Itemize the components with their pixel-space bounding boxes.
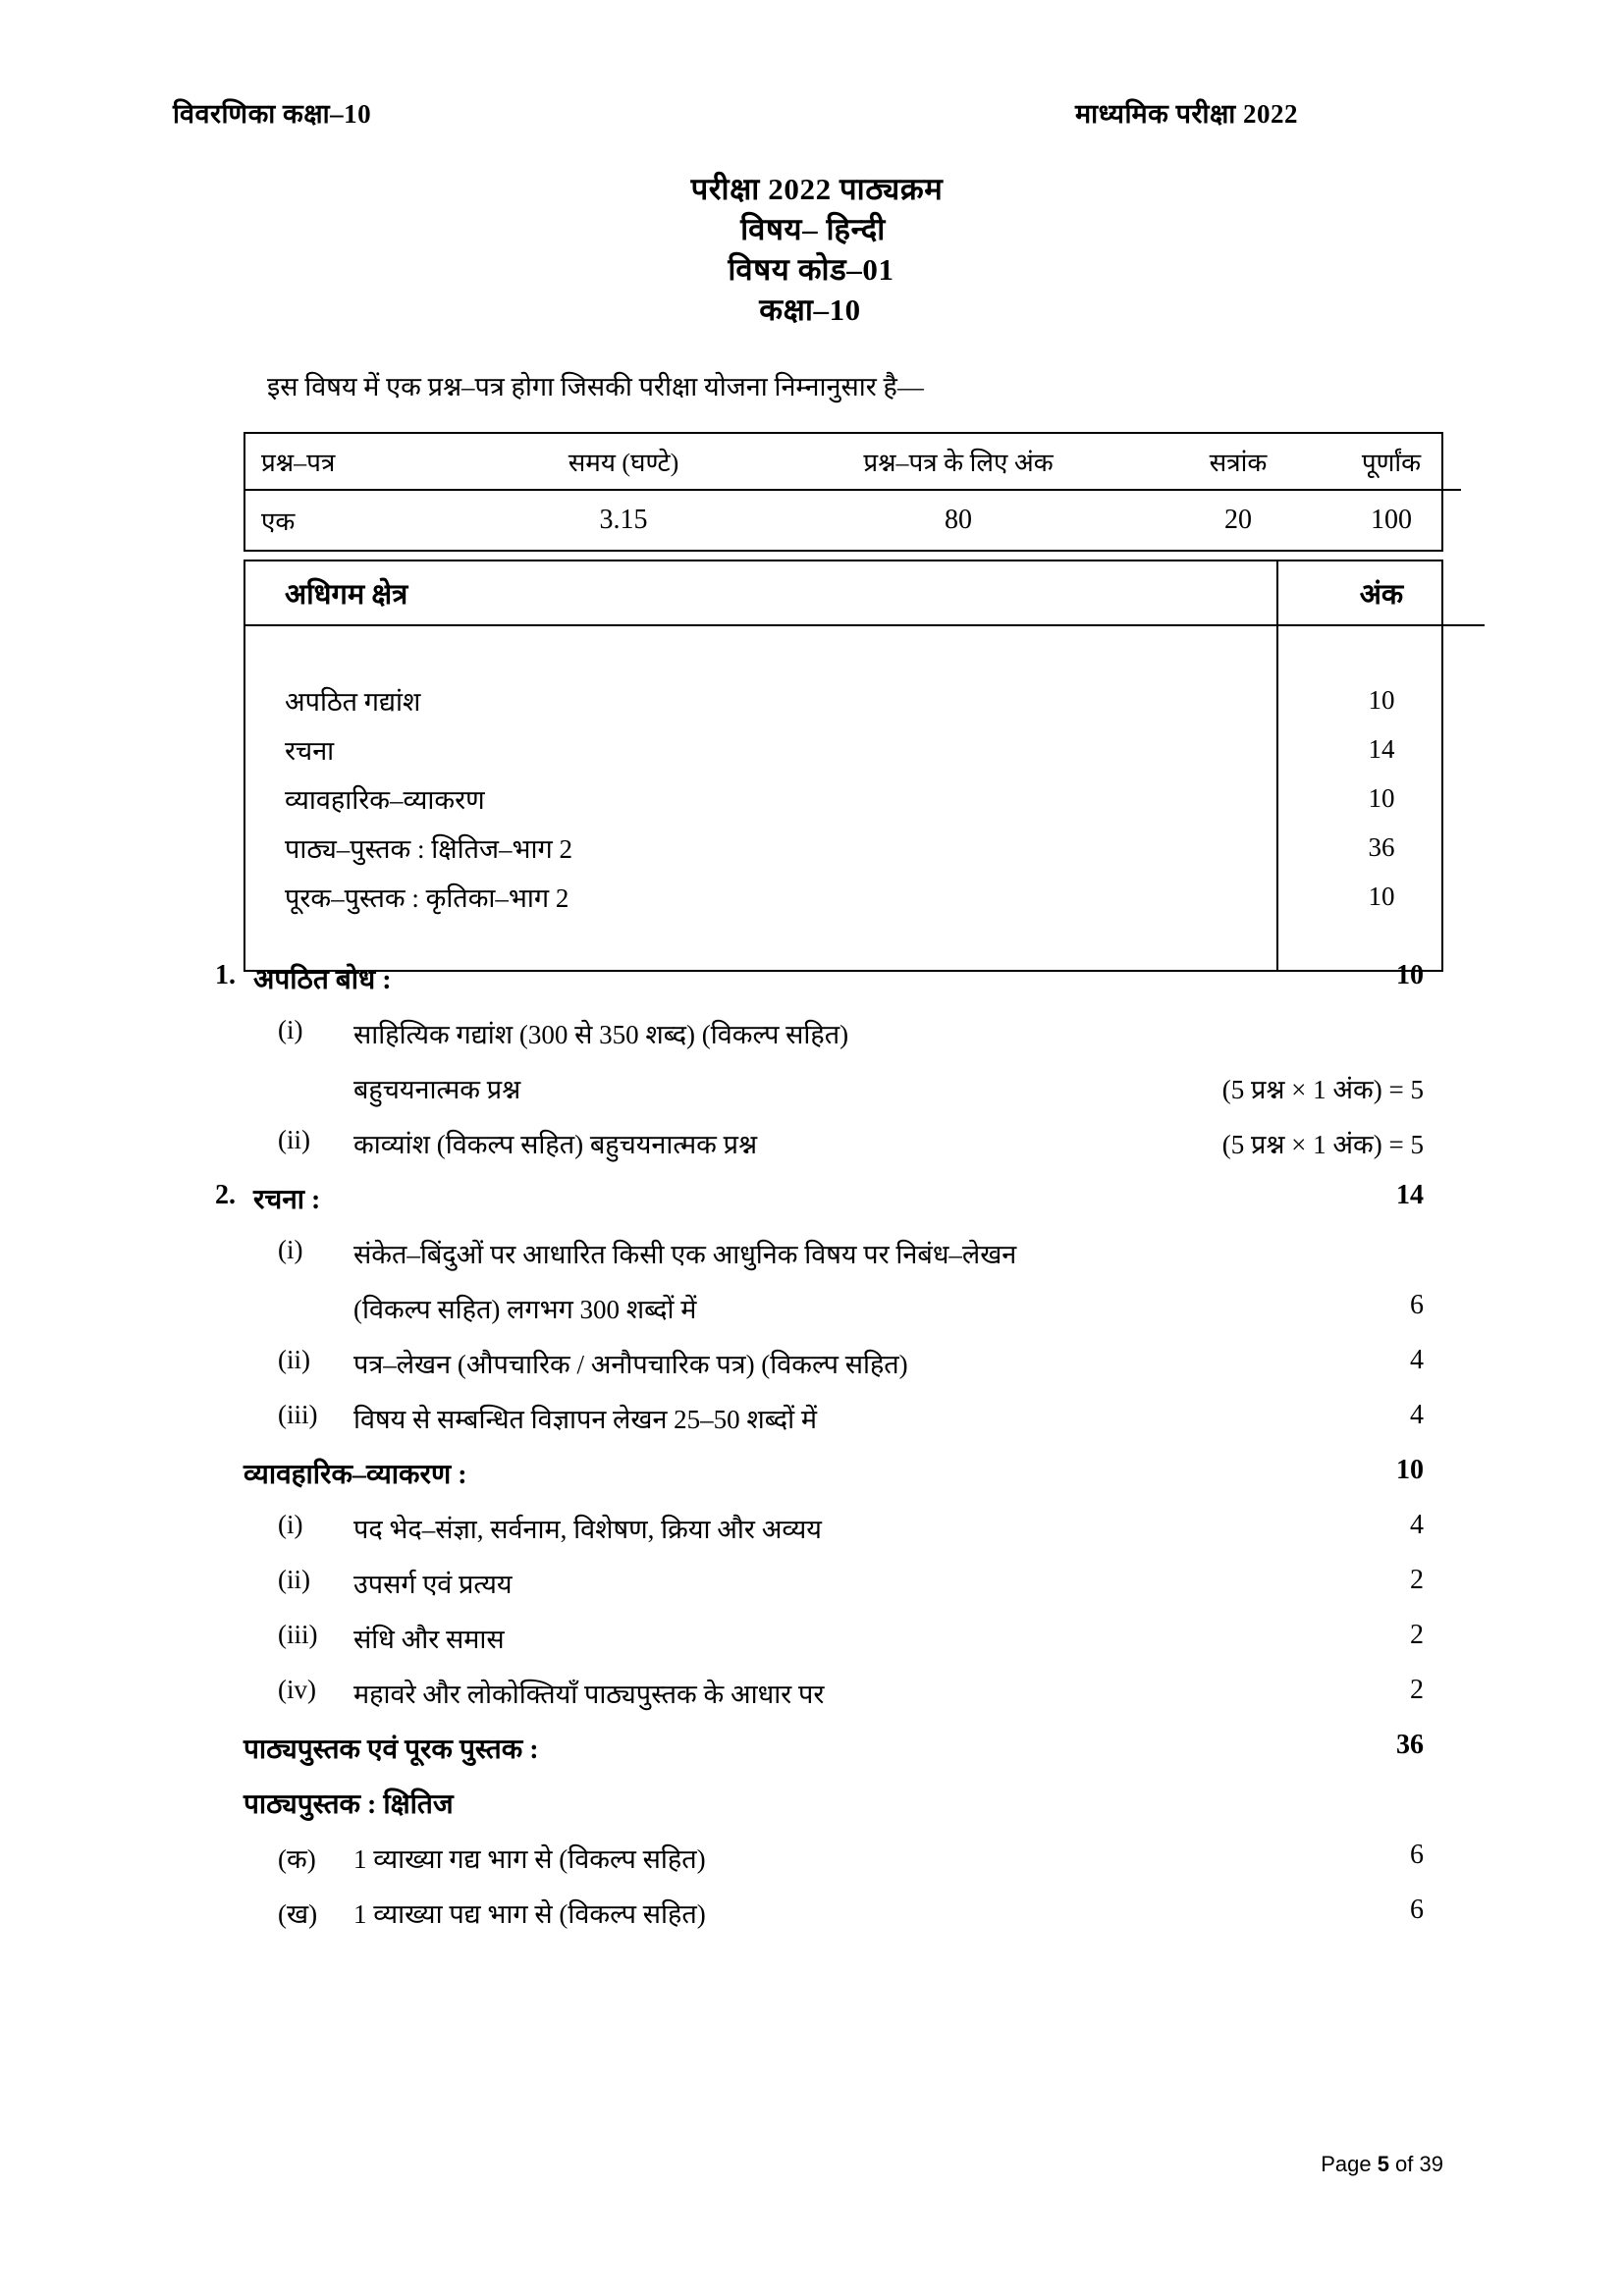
item-text-continued: (विकल्प सहित) लगभग 300 शब्दों में xyxy=(353,1295,697,1324)
outline-item xyxy=(0,1015,1624,1070)
section-title-grammar: व्यावहारिक–व्याकरण : xyxy=(244,1460,467,1490)
item-marker: (क) xyxy=(278,1844,316,1874)
item-text: पत्र–लेखन (औपचारिक / अनौपचारिक पत्र) (विकल्प सहित) xyxy=(353,1350,908,1379)
section-number-1: 1. xyxy=(215,960,236,990)
cell-total: 100 xyxy=(1371,505,1412,535)
table-row xyxy=(245,490,1461,550)
item-marks: 4 xyxy=(1410,1345,1424,1375)
cell-learning-area: व्यावहारिक–व्याकरण xyxy=(245,774,1277,823)
outline-item xyxy=(0,1235,1624,1290)
item-marks: 4 xyxy=(1410,1400,1424,1430)
title-block xyxy=(0,169,1624,330)
header-right-text: माध्यमिक परीक्षा 2022 xyxy=(1075,99,1299,129)
cell-marks: 10 xyxy=(1368,684,1395,715)
item-marker: (ii) xyxy=(278,1345,310,1374)
column-header-total: पूर्णांक xyxy=(1361,449,1422,477)
cell-learning-area: अपठित गद्यांश xyxy=(245,675,1277,724)
outline-item xyxy=(0,1125,1624,1180)
column-header-paper-marks: प्रश्न–पत्र के लिए अंक xyxy=(863,449,1054,477)
item-marks: 2 xyxy=(1410,1675,1424,1705)
item-marks-formula: (5 प्रश्न × 1 अंक) = 5 xyxy=(1221,1130,1424,1159)
cell-learning-area: रचना xyxy=(245,724,1277,774)
outline-item xyxy=(0,1620,1624,1675)
item-marker: (ख) xyxy=(278,1899,318,1929)
outline-item-continuation xyxy=(0,1290,1624,1345)
section-marks-1: 10 xyxy=(1396,960,1424,990)
item-marker: (i) xyxy=(278,1235,303,1264)
cell-marks: 14 xyxy=(1368,733,1395,764)
table-row xyxy=(245,675,1485,724)
outline-subheading xyxy=(0,1785,1624,1840)
title-line-subject: विषय– हिन्दी xyxy=(740,212,886,246)
cell-learning-area: पूरक–पुस्तक : कृतिका–भाग 2 xyxy=(245,872,1277,921)
outline-item xyxy=(0,1510,1624,1565)
title-line-class: कक्षा–10 xyxy=(759,293,861,327)
page-middle: of xyxy=(1388,2152,1420,2176)
item-marker: (ii) xyxy=(278,1565,310,1594)
outline-section-heading xyxy=(0,1730,1624,1785)
item-marks-formula: (5 प्रश्न × 1 अंक) = 5 xyxy=(1221,1075,1424,1104)
table-row xyxy=(245,774,1485,823)
item-marks: 6 xyxy=(1410,1290,1424,1320)
section-marks-textbooks: 36 xyxy=(1396,1730,1424,1760)
page-current: 5 xyxy=(1377,2152,1389,2176)
outline-item xyxy=(0,1400,1624,1455)
subsection-title-kshitij: पाठ्यपुस्तक : क्षितिज xyxy=(244,1789,454,1820)
cell-marks: 10 xyxy=(1368,881,1395,911)
spacer-cell-left xyxy=(245,625,1277,675)
cell-learning-area: पाठ्य–पुस्तक : क्षितिज–भाग 2 xyxy=(245,823,1277,872)
section-marks-grammar: 10 xyxy=(1396,1455,1424,1485)
item-marks: 2 xyxy=(1410,1620,1424,1650)
item-marker: (iv) xyxy=(278,1675,316,1704)
outline-section-heading xyxy=(0,960,1624,1015)
item-marks: 6 xyxy=(1410,1895,1424,1925)
item-text: संधि और समास xyxy=(353,1625,505,1654)
cell-paper: एक xyxy=(261,507,296,536)
section-marks-2: 14 xyxy=(1396,1180,1424,1210)
table-row xyxy=(245,823,1485,872)
syllabus-outline xyxy=(0,960,1624,1949)
item-text: संकेत–बिंदुओं पर आधारित किसी एक आधुनिक विषय पर निबंध–लेखन xyxy=(353,1240,1017,1269)
table-spacer-row xyxy=(245,625,1485,675)
item-marks: 6 xyxy=(1410,1840,1424,1870)
page-number-label xyxy=(1321,2152,1443,2177)
column-header-paper: प्रश्न–पत्र xyxy=(261,449,336,477)
item-marks: 2 xyxy=(1410,1565,1424,1595)
item-text: 1 व्याख्या पद्य भाग से (विकल्प सहित) xyxy=(353,1899,706,1929)
column-header-time: समय (घण्टे) xyxy=(568,449,679,477)
cell-sessional: 20 xyxy=(1224,505,1252,535)
item-marker: (ii) xyxy=(278,1125,310,1154)
cell-paper-marks: 80 xyxy=(945,505,972,535)
item-marker: (iii) xyxy=(278,1400,318,1429)
item-text-continued: बहुचयनात्मक प्रश्न xyxy=(353,1075,521,1104)
outline-section-heading xyxy=(0,1180,1624,1235)
section-number-2: 2. xyxy=(215,1180,236,1210)
item-marker: (i) xyxy=(278,1510,303,1539)
outline-item xyxy=(0,1840,1624,1895)
section-title-2: रचना : xyxy=(253,1185,321,1215)
outline-item-continuation xyxy=(0,1070,1624,1125)
page-prefix: Page xyxy=(1321,2152,1378,2176)
outline-section-heading xyxy=(0,1455,1624,1510)
learning-areas-table xyxy=(244,560,1443,972)
intro-sentence: इस विषय में एक प्रश्न–पत्र होगा जिसकी परीक्षा योजना निम्नानुसार है— xyxy=(267,372,924,401)
column-header-sessional: सत्रांक xyxy=(1209,449,1268,477)
item-text: उपसर्ग एवं प्रत्यय xyxy=(353,1570,513,1599)
section-title-textbooks: पाठ्यपुस्तक एवं पूरक पुस्तक : xyxy=(244,1735,539,1765)
spacer-cell-right xyxy=(1277,625,1485,675)
page-total: 39 xyxy=(1419,2152,1443,2176)
item-text: काव्यांश (विकल्प सहित) बहुचयनात्मक प्रश्न xyxy=(353,1130,758,1159)
item-marker: (i) xyxy=(278,1015,303,1044)
item-text: महावरे और लोकोक्तियाँ पाठ्यपुस्तक के आधार पर xyxy=(353,1680,825,1709)
outline-item xyxy=(0,1565,1624,1620)
title-line-subject-code: विषय कोड–01 xyxy=(728,252,894,287)
outline-item xyxy=(0,1345,1624,1400)
item-marks: 4 xyxy=(1410,1510,1424,1540)
title-line-exam-syllabus: परीक्षा 2022 पाठ्यक्रम xyxy=(690,172,944,206)
table-header-row xyxy=(245,434,1461,490)
exam-plan-table xyxy=(244,432,1443,552)
table-row xyxy=(245,872,1485,921)
cell-marks: 36 xyxy=(1368,831,1395,862)
column-header-marks: अंक xyxy=(1359,578,1404,611)
item-text: पद भेद–संज्ञा, सर्वनाम, विशेषण, क्रिया और अव्यय xyxy=(353,1515,822,1544)
table-header-row xyxy=(245,561,1485,625)
cell-marks: 10 xyxy=(1368,782,1395,813)
outline-item xyxy=(0,1895,1624,1949)
cell-time: 3.15 xyxy=(599,505,648,535)
table-row xyxy=(245,724,1485,774)
running-header xyxy=(0,94,1624,133)
outline-item xyxy=(0,1675,1624,1730)
item-text: 1 व्याख्या गद्य भाग से (विकल्प सहित) xyxy=(353,1844,706,1874)
header-left-text: विवरणिका कक्षा–10 xyxy=(173,99,372,129)
item-text: विषय से सम्बन्धित विज्ञापन लेखन 25–50 शब्दों में xyxy=(353,1405,818,1434)
column-header-learning-area: अधिगम क्षेत्र xyxy=(245,561,1277,625)
item-marker: (iii) xyxy=(278,1620,318,1649)
item-text: साहित्यिक गद्यांश (300 से 350 शब्द) (विकल्प सहित) xyxy=(353,1020,849,1049)
section-title-1: अपठित बोध : xyxy=(253,965,392,995)
